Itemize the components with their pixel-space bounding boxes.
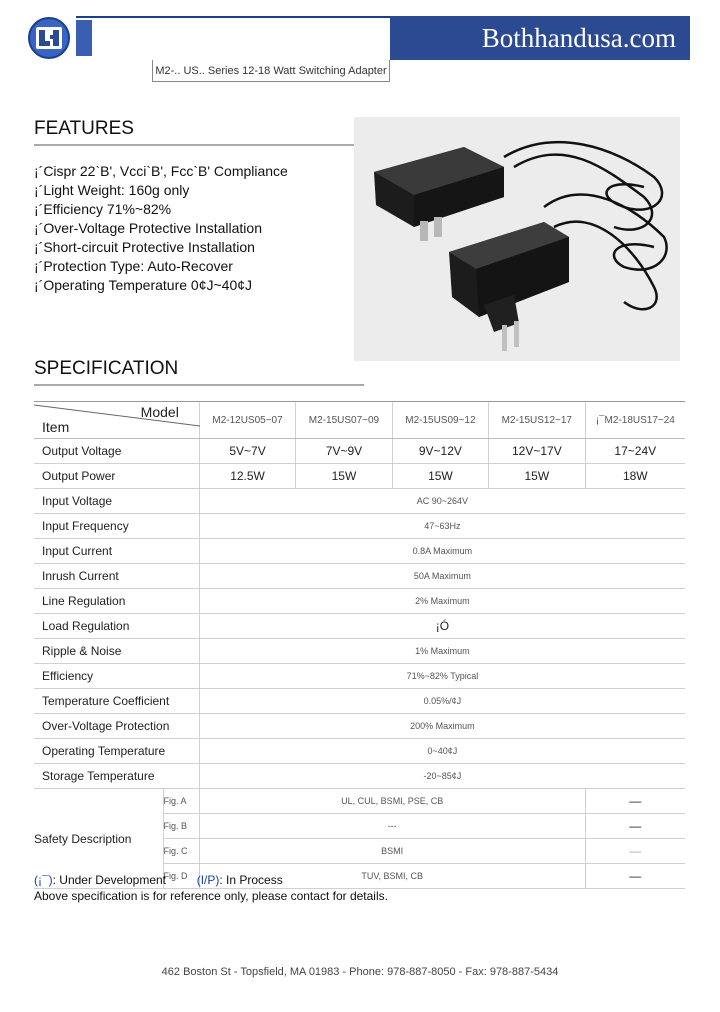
table-row <box>34 614 685 639</box>
cell-value: 0.05%/¢J <box>199 689 685 714</box>
table-row <box>34 714 685 739</box>
cell-value: 12V~17V <box>489 439 585 464</box>
cell-value: ¡Ó <box>199 614 685 639</box>
header-item-label: Item <box>42 419 70 435</box>
row-label: Inrush Current <box>34 564 199 589</box>
table-row <box>34 464 685 489</box>
cell-value: 18W <box>585 464 685 489</box>
cell-value: 0~40¢J <box>199 739 685 764</box>
brand-banner: Bothhandusa.com <box>390 16 690 60</box>
cell-value: 9V~12V <box>392 439 488 464</box>
table-row <box>34 439 685 464</box>
table-row <box>34 764 685 789</box>
company-logo-icon <box>26 16 72 60</box>
cell-value: 200% Maximum <box>199 714 685 739</box>
disclaimer: Above specification is for reference only, please contact for details. <box>34 889 388 903</box>
cell-value: 7V~9V <box>296 439 392 464</box>
row-label: Efficiency <box>34 664 199 689</box>
model-column-header: M2-12US05~07 <box>199 402 295 439</box>
safety-row <box>34 789 685 814</box>
cell-value: UL, CUL, BSMI, PSE, CB <box>199 789 585 814</box>
row-label: Input Voltage <box>34 489 199 514</box>
cell-value: 15W <box>489 464 585 489</box>
table-row <box>34 639 685 664</box>
row-label: Operating Temperature <box>34 739 199 764</box>
feature-item: ¡´Operating Temperature 0¢J~40¢J <box>34 277 253 293</box>
cell-value: — <box>585 814 685 839</box>
table-row <box>34 539 685 564</box>
model-column-header: M2-15US09~12 <box>392 402 488 439</box>
feature-item: ¡´Protection Type: Auto-Recover <box>34 258 233 274</box>
cell-value: 2% Maximum <box>199 589 685 614</box>
cell-value: --- <box>199 814 585 839</box>
features-heading <box>34 118 364 140</box>
development-mark: ¡¯ <box>595 414 605 426</box>
model-column-header: M2-15US12~17 <box>489 402 585 439</box>
spec-table <box>34 402 685 889</box>
row-label: Input Frequency <box>34 514 199 539</box>
row-label: Output Power <box>34 464 199 489</box>
cell-value: TUV, BSMI, CB <box>199 864 585 889</box>
header-subtitle: M2-.. US.. Series 12-18 Watt Switching Adapter <box>152 60 390 82</box>
table-row <box>34 589 685 614</box>
features-list <box>34 162 354 295</box>
row-label: Output Voltage <box>34 439 199 464</box>
row-label: Temperature Coefficient <box>34 689 199 714</box>
model-column-header <box>585 402 685 439</box>
ip-mark: (I/P) <box>196 873 220 887</box>
features-title: FEATURES <box>34 118 134 139</box>
cell-value: — <box>585 839 685 864</box>
dev-text: : Under Development <box>52 873 167 887</box>
header-accent-bar <box>76 20 92 56</box>
features-rule <box>34 144 364 146</box>
row-label: Input Current <box>34 539 199 564</box>
cell-value: 71%~82% Typical <box>199 664 685 689</box>
cell-value: 12.5W <box>199 464 295 489</box>
specification-rule <box>34 384 364 386</box>
row-label: Storage Temperature <box>34 764 199 789</box>
row-label: Ripple & Noise <box>34 639 199 664</box>
cell-value: -20~85¢J <box>199 764 685 789</box>
header-corner <box>34 402 199 438</box>
row-label: Line Regulation <box>34 589 199 614</box>
table-row <box>34 489 685 514</box>
feature-item: ¡´Light Weight: 160g only <box>34 182 190 198</box>
cell-value: AC 90~264V <box>199 489 685 514</box>
cell-value: 17~24V <box>585 439 685 464</box>
row-label: Load Regulation <box>34 614 199 639</box>
dev-mark: (¡¯) <box>34 873 53 887</box>
cell-value: 50A Maximum <box>199 564 685 589</box>
fig-label: Fig. B <box>163 814 199 839</box>
fig-label: Fig. A <box>163 789 199 814</box>
cell-value: 47~63Hz <box>199 514 685 539</box>
feature-item: ¡´Cispr 22`B', Vcci`B', Fcc`B' Compliance <box>34 163 288 179</box>
safety-label: Safety Description <box>34 789 163 889</box>
model-column-header: M2-15US07~09 <box>296 402 392 439</box>
model-name: M2-18US17~24 <box>604 414 675 426</box>
fig-label: Fig. C <box>163 839 199 864</box>
legend-line <box>34 872 388 888</box>
table-header-row <box>34 402 685 439</box>
specification-heading <box>34 358 364 380</box>
fig-label: Fig. D <box>163 864 199 889</box>
cell-value: — <box>585 864 685 889</box>
page-header <box>18 16 690 77</box>
table-row <box>34 739 685 764</box>
table-row <box>34 689 685 714</box>
specification-title: SPECIFICATION <box>34 358 179 379</box>
cell-value: 0.8A Maximum <box>199 539 685 564</box>
cell-value: BSMI <box>199 839 585 864</box>
cell-value: 5V~7V <box>199 439 295 464</box>
feature-item: ¡´Over-Voltage Protective Installation <box>34 220 262 236</box>
product-photo <box>354 117 680 361</box>
cell-value: 15W <box>392 464 488 489</box>
header-model-label: Model <box>140 404 179 420</box>
table-row <box>34 564 685 589</box>
feature-item: ¡´Short-circuit Protective Installation <box>34 239 255 255</box>
feature-item: ¡´Efficiency 71%~82% <box>34 201 172 217</box>
cell-value: 15W <box>296 464 392 489</box>
page-footer: 462 Boston St - Topsfield, MA 01983 - Phone: 978-887-8050 - Fax: 978-887-5434 <box>161 966 559 978</box>
table-row <box>34 514 685 539</box>
table-row <box>34 664 685 689</box>
row-label: Over-Voltage Protection <box>34 714 199 739</box>
ip-text: : In Process <box>219 873 283 887</box>
cell-value: 1% Maximum <box>199 639 685 664</box>
table-notes <box>34 872 388 904</box>
cell-value: — <box>585 789 685 814</box>
